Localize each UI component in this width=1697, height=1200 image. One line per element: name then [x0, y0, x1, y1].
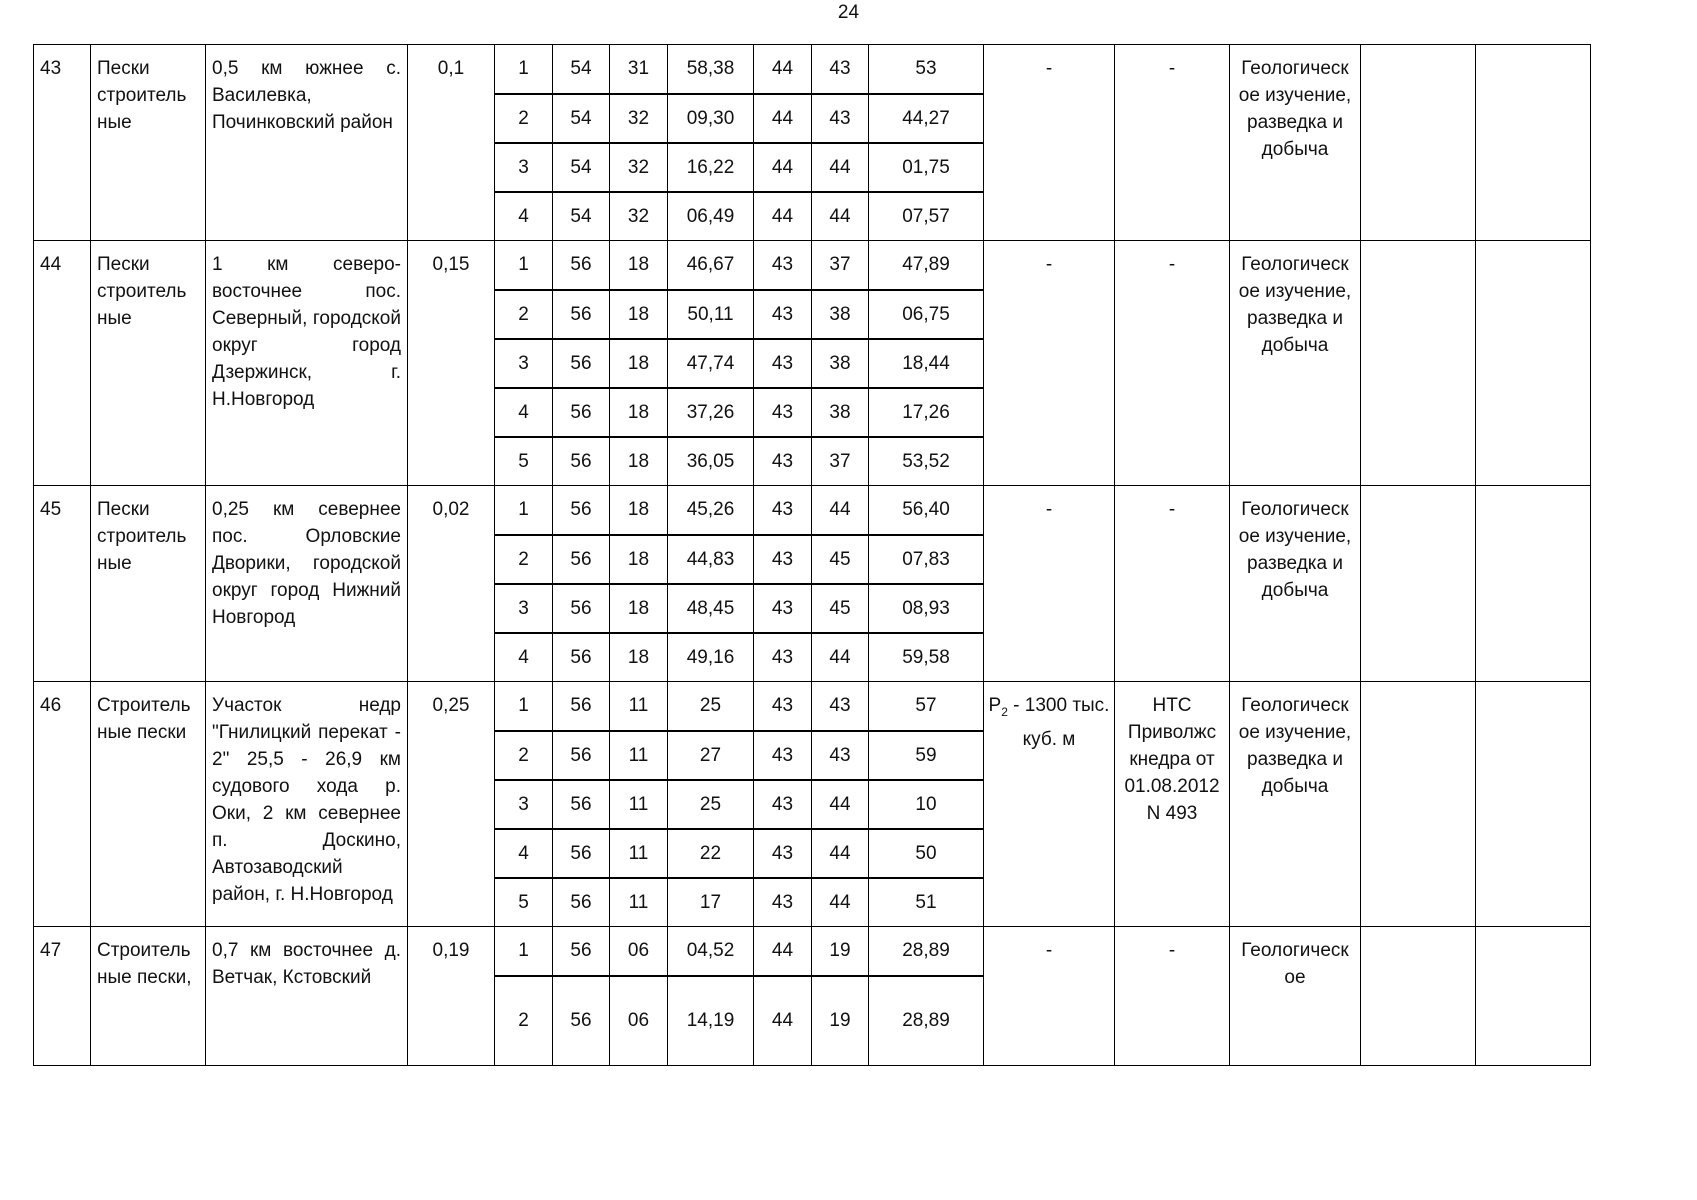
lon-seconds: 59: [869, 731, 984, 780]
lat-degrees: 56: [553, 976, 610, 1066]
approval-protocol: -: [1115, 241, 1230, 486]
location: 0,5 км южнее с. Василевка, Починковский район: [206, 45, 408, 241]
extra-column-2: [1476, 45, 1591, 241]
lat-seconds: 58,38: [668, 45, 754, 94]
lon-minutes: 44: [812, 192, 869, 241]
extra-column-1: [1361, 682, 1476, 927]
lat-seconds: 04,52: [668, 927, 754, 976]
lon-degrees: 43: [754, 241, 812, 290]
lat-seconds: 47,74: [668, 339, 754, 388]
lat-seconds: 46,67: [668, 241, 754, 290]
point-number: 4: [495, 192, 553, 241]
lon-degrees: 43: [754, 731, 812, 780]
resources-amount: - 1300 тыс. куб. м: [1007, 695, 1110, 750]
extra-column-1: [1361, 45, 1476, 241]
area: 0,15: [408, 241, 495, 486]
lon-degrees: 43: [754, 780, 812, 829]
lon-seconds: 28,89: [869, 927, 984, 976]
lat-degrees: 56: [553, 290, 610, 339]
lon-minutes: 44: [812, 143, 869, 192]
lat-seconds: 49,16: [668, 633, 754, 682]
lat-seconds: 17: [668, 878, 754, 927]
lat-seconds: 06,49: [668, 192, 754, 241]
lon-seconds: 28,89: [869, 976, 984, 1066]
lon-minutes: 44: [812, 829, 869, 878]
point-number: 5: [495, 437, 553, 486]
point-number: 3: [495, 780, 553, 829]
resources-category-index: 2: [1001, 704, 1008, 719]
mineral-name: Пески строитель ные: [91, 241, 206, 486]
registry-body: [34, 45, 1591, 1066]
point-number: 1: [495, 486, 553, 535]
extra-column-2: [1476, 927, 1591, 1066]
lon-seconds: 01,75: [869, 143, 984, 192]
point-number: 3: [495, 143, 553, 192]
lat-degrees: 56: [553, 437, 610, 486]
license-purpose: Геологическ ое изучение, разведка и добыча: [1230, 486, 1361, 682]
lat-degrees: 54: [553, 45, 610, 94]
table-row: [34, 45, 1591, 94]
point-number: 1: [495, 45, 553, 94]
lon-degrees: 44: [754, 976, 812, 1066]
resources: [984, 682, 1115, 927]
lon-seconds: 59,58: [869, 633, 984, 682]
approval-protocol: -: [1115, 45, 1230, 241]
resources-category: P: [988, 695, 1002, 716]
lat-seconds: 09,30: [668, 94, 754, 143]
lon-seconds: 06,75: [869, 290, 984, 339]
location: Участок недр "Гнилицкий перекат - 2" 25,5 - 26,9 км судового хода р. Оки, 2 км севернее п. Доскино, Автозаводский район, г. Н.Новгород: [206, 682, 408, 927]
lat-minutes: 32: [610, 94, 668, 143]
lon-seconds: 08,93: [869, 584, 984, 633]
lon-seconds: 50: [869, 829, 984, 878]
point-number: 2: [495, 731, 553, 780]
lon-seconds: 10: [869, 780, 984, 829]
extra-column-1: [1361, 241, 1476, 486]
area: 0,25: [408, 682, 495, 927]
record-number: 44: [34, 241, 91, 486]
location: 0,7 км восточнее д. Ветчак, Кстовский: [206, 927, 408, 1066]
lat-minutes: 18: [610, 633, 668, 682]
lat-seconds: 45,26: [668, 486, 754, 535]
mineral-name: Пески строитель ные: [91, 486, 206, 682]
lon-degrees: 43: [754, 584, 812, 633]
lat-minutes: 32: [610, 143, 668, 192]
lat-minutes: 18: [610, 339, 668, 388]
area: 0,02: [408, 486, 495, 682]
lat-minutes: 18: [610, 290, 668, 339]
lon-minutes: 43: [812, 45, 869, 94]
lon-minutes: 19: [812, 927, 869, 976]
lon-seconds: 07,83: [869, 535, 984, 584]
point-number: 2: [495, 94, 553, 143]
extra-column-2: [1476, 241, 1591, 486]
lat-minutes: 18: [610, 241, 668, 290]
lat-minutes: 32: [610, 192, 668, 241]
license-purpose: Геологическ ое изучение, разведка и добыча: [1230, 45, 1361, 241]
lon-minutes: 38: [812, 388, 869, 437]
point-number: 3: [495, 339, 553, 388]
lon-seconds: 51: [869, 878, 984, 927]
license-purpose: Геологическ ое изучение, разведка и добыча: [1230, 682, 1361, 927]
location: 1 км северо-восточнее пос. Северный, городской округ город Дзержинск, г. Н.Новгород: [206, 241, 408, 486]
lat-seconds: 50,11: [668, 290, 754, 339]
lon-minutes: 19: [812, 976, 869, 1066]
lat-minutes: 31: [610, 45, 668, 94]
lat-minutes: 06: [610, 976, 668, 1066]
approval-protocol: НТС Приволжс кнедра от 01.08.2012 N 493: [1115, 682, 1230, 927]
lon-degrees: 43: [754, 829, 812, 878]
record-number: 46: [34, 682, 91, 927]
location: 0,25 км севернее пос. Орловские Дворики, городской округ город Нижний Новгород: [206, 486, 408, 682]
approval-protocol: -: [1115, 927, 1230, 1066]
record-number: 47: [34, 927, 91, 1066]
lat-degrees: 56: [553, 535, 610, 584]
point-number: 1: [495, 927, 553, 976]
table-row: [34, 927, 1591, 976]
lon-seconds: 47,89: [869, 241, 984, 290]
lat-minutes: 18: [610, 584, 668, 633]
mineral-name: Строитель ные пески,: [91, 927, 206, 1066]
lat-seconds: 25: [668, 682, 754, 731]
lon-minutes: 38: [812, 339, 869, 388]
extra-column-1: [1361, 486, 1476, 682]
point-number: 5: [495, 878, 553, 927]
lat-seconds: 25: [668, 780, 754, 829]
extra-column-2: [1476, 486, 1591, 682]
point-number: 3: [495, 584, 553, 633]
lon-seconds: 53: [869, 45, 984, 94]
point-number: 4: [495, 633, 553, 682]
lat-degrees: 56: [553, 633, 610, 682]
lon-degrees: 43: [754, 437, 812, 486]
lat-degrees: 56: [553, 780, 610, 829]
lat-minutes: 11: [610, 878, 668, 927]
point-number: 1: [495, 682, 553, 731]
lat-minutes: 18: [610, 437, 668, 486]
record-number: 43: [34, 45, 91, 241]
lon-seconds: 07,57: [869, 192, 984, 241]
lon-minutes: 43: [812, 682, 869, 731]
lat-minutes: 11: [610, 731, 668, 780]
lat-degrees: 54: [553, 143, 610, 192]
lon-seconds: 57: [869, 682, 984, 731]
lat-seconds: 44,83: [668, 535, 754, 584]
lon-minutes: 37: [812, 241, 869, 290]
extra-column-2: [1476, 682, 1591, 927]
approval-protocol: -: [1115, 486, 1230, 682]
lat-degrees: 56: [553, 829, 610, 878]
lon-minutes: 38: [812, 290, 869, 339]
license-purpose: Геологическ ое: [1230, 927, 1361, 1066]
lon-minutes: 44: [812, 780, 869, 829]
area: 0,19: [408, 927, 495, 1066]
lon-degrees: 44: [754, 143, 812, 192]
record-number: 45: [34, 486, 91, 682]
mineral-name: Пески строитель ные: [91, 45, 206, 241]
point-number: 4: [495, 829, 553, 878]
lon-degrees: 43: [754, 290, 812, 339]
lat-degrees: 56: [553, 241, 610, 290]
lat-minutes: 11: [610, 780, 668, 829]
table-row: [34, 241, 1591, 290]
lon-seconds: 44,27: [869, 94, 984, 143]
lat-degrees: 56: [553, 731, 610, 780]
lon-degrees: 43: [754, 388, 812, 437]
lon-minutes: 43: [812, 731, 869, 780]
lat-minutes: 11: [610, 682, 668, 731]
lat-degrees: 56: [553, 388, 610, 437]
lat-seconds: 16,22: [668, 143, 754, 192]
license-purpose: Геологическ ое изучение, разведка и добыча: [1230, 241, 1361, 486]
lon-degrees: 44: [754, 927, 812, 976]
lat-degrees: 56: [553, 584, 610, 633]
lat-degrees: 56: [553, 486, 610, 535]
lat-minutes: 06: [610, 927, 668, 976]
lat-seconds: 36,05: [668, 437, 754, 486]
lon-minutes: 44: [812, 486, 869, 535]
lon-minutes: 43: [812, 94, 869, 143]
resources: -: [984, 45, 1115, 241]
lat-minutes: 11: [610, 829, 668, 878]
lat-degrees: 56: [553, 878, 610, 927]
point-number: 2: [495, 535, 553, 584]
extra-column-1: [1361, 927, 1476, 1066]
point-number: 1: [495, 241, 553, 290]
lon-degrees: 43: [754, 339, 812, 388]
resources: -: [984, 927, 1115, 1066]
lon-degrees: 44: [754, 45, 812, 94]
lon-minutes: 45: [812, 584, 869, 633]
lat-seconds: 48,45: [668, 584, 754, 633]
lat-degrees: 54: [553, 192, 610, 241]
lon-degrees: 44: [754, 94, 812, 143]
point-number: 2: [495, 290, 553, 339]
resources: -: [984, 486, 1115, 682]
lon-degrees: 43: [754, 878, 812, 927]
lat-seconds: 37,26: [668, 388, 754, 437]
lon-seconds: 56,40: [869, 486, 984, 535]
table-row: [34, 682, 1591, 731]
lat-seconds: 27: [668, 731, 754, 780]
lon-seconds: 18,44: [869, 339, 984, 388]
lat-degrees: 54: [553, 94, 610, 143]
lon-minutes: 45: [812, 535, 869, 584]
lat-minutes: 18: [610, 535, 668, 584]
lon-degrees: 43: [754, 486, 812, 535]
lon-degrees: 44: [754, 192, 812, 241]
lon-minutes: 44: [812, 878, 869, 927]
lat-degrees: 56: [553, 682, 610, 731]
area: 0,1: [408, 45, 495, 241]
lat-degrees: 56: [553, 339, 610, 388]
subsoil-registry-table: [33, 44, 1591, 1066]
lon-degrees: 43: [754, 535, 812, 584]
table-row: [34, 486, 1591, 535]
lat-degrees: 56: [553, 927, 610, 976]
lat-minutes: 18: [610, 486, 668, 535]
lon-minutes: 37: [812, 437, 869, 486]
page-number: 24: [837, 2, 860, 23]
lon-degrees: 43: [754, 682, 812, 731]
lon-minutes: 44: [812, 633, 869, 682]
lat-seconds: 14,19: [668, 976, 754, 1066]
mineral-name: Строитель ные пески: [91, 682, 206, 927]
point-number: 2: [495, 976, 553, 1066]
lon-degrees: 43: [754, 633, 812, 682]
lon-seconds: 53,52: [869, 437, 984, 486]
lon-seconds: 17,26: [869, 388, 984, 437]
point-number: 4: [495, 388, 553, 437]
resources: -: [984, 241, 1115, 486]
lat-seconds: 22: [668, 829, 754, 878]
lat-minutes: 18: [610, 388, 668, 437]
